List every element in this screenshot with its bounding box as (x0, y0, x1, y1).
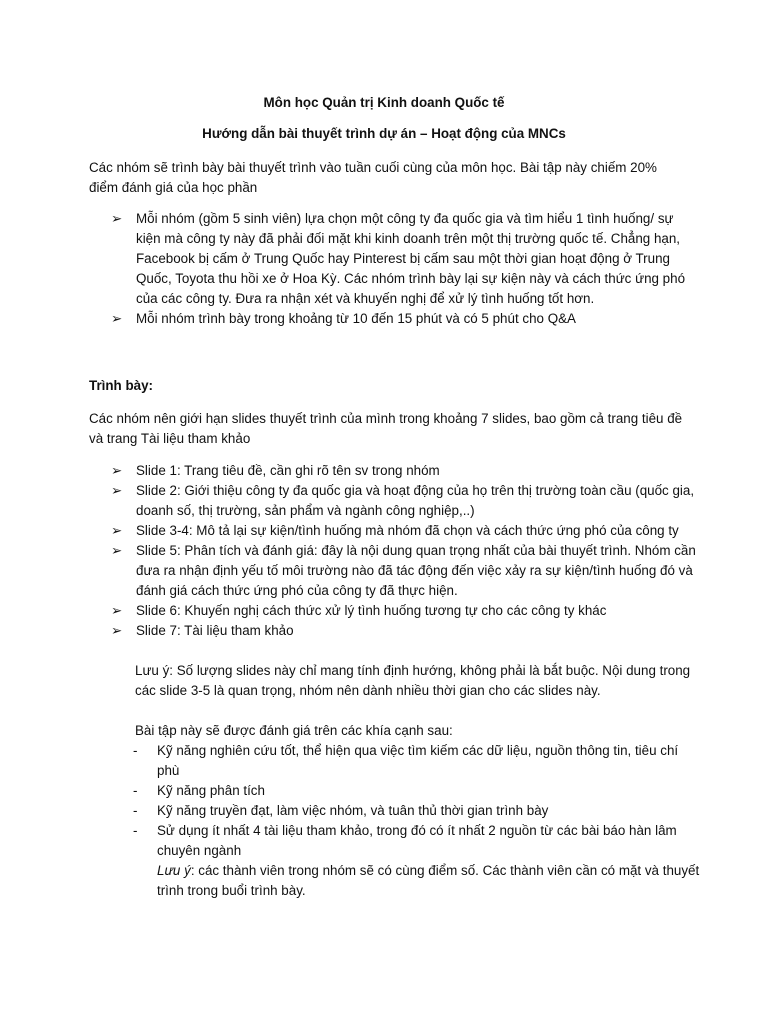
slides-list (89, 461, 699, 641)
list-item (89, 621, 699, 641)
note-block (135, 661, 705, 701)
criteria-intro: Bài tập này sẽ được đánh giá trên các khía cạnh sau: (135, 723, 453, 738)
list-item-text: Slide 6: Khuyến nghị cách thức xử lý tình huống tương tự cho các công ty khác (136, 603, 607, 618)
note-text: : các thành viên trong nhóm sẽ có cùng điểm số. Các thành viên cần có mặt và thuyết trình trong buổi trình bày. (157, 863, 700, 898)
arrow-bullet-icon: ➢ (111, 463, 123, 478)
list-item-text: Slide 1: Trang tiêu đề, cần ghi rõ tên sv trong nhóm (136, 463, 440, 478)
list-item-text: Kỹ năng nghiên cứu tốt, thể hiện qua việc tìm kiếm các dữ liệu, nguồn thông tin, tiêu chí phù (157, 743, 679, 778)
list-item (89, 309, 699, 329)
list-item (133, 801, 703, 821)
list-item (89, 601, 699, 621)
arrow-bullet-icon: ➢ (111, 211, 123, 226)
document-subtitle: Hướng dẫn bài thuyết trình dự án – Hoạt động của MNCs (202, 126, 566, 141)
list-item (133, 741, 703, 781)
arrow-bullet-icon: ➢ (111, 603, 123, 618)
intro-block (89, 158, 689, 198)
dash-bullet-icon: - (133, 803, 138, 818)
list-item-text: Sử dụng ít nhất 4 tài liệu tham khảo, trong đó có ít nhất 2 nguồn từ các bài báo hàn lâm chuyên ngành (157, 823, 677, 858)
section-heading: Trình bày: (89, 378, 153, 393)
dash-bullet-icon: - (133, 783, 138, 798)
list-item (89, 541, 699, 601)
slides-intro-block (89, 409, 689, 449)
dash-bullet-icon: - (133, 743, 138, 758)
list-item-text: Mỗi nhóm (gồm 5 sinh viên) lựa chọn một công ty đa quốc gia và tìm hiểu 1 tình huống/ sự kiện mà công ty này đã phải đối mặt khi kinh doanh trên một thị trường quốc tế. Chẳng hạn, Facebook bị cấm ở Trung Quốc hay Pinterest bị cấm sau một thời gian hoạt động ở Trung Quốc, Toyota thu hồi xe ở Hoa Kỳ. Các nhóm trình bày lại sự kiện này và cách thức ứng phó của các công ty. Đưa ra nhận xét và khuyến nghị để xử lý tình huống tốt hơn. (136, 211, 686, 306)
arrow-bullet-icon: ➢ (111, 543, 123, 558)
document-title: Môn học Quản trị Kinh doanh Quốc tế (263, 95, 505, 110)
arrow-bullet-icon: ➢ (111, 523, 123, 538)
note-paragraph: Lưu ý: Số lượng slides này chỉ mang tính định hướng, không phải là bắt buộc. Nội dung trong các slide 3-5 là quan trọng, nhóm nên dành nhiều thời gian cho các slides này. (135, 663, 691, 698)
note-label: Lưu ý (157, 863, 191, 878)
criteria-list (133, 741, 703, 901)
assignment-bullets (89, 209, 699, 329)
slides-intro-paragraph: Các nhóm nên giới hạn slides thuyết trình của mình trong khoảng 7 slides, bao gồm cả trang tiêu đề và trang Tài liệu tham khảo (89, 411, 683, 446)
list-item-text: Slide 2: Giới thiệu công ty đa quốc gia và hoạt động của họ trên thị trường toàn cầu (quốc gia, doanh số, thị trường, sản phẩm và ngành công nghiệp,..) (136, 483, 695, 518)
list-item (133, 821, 703, 901)
intro-paragraph: Các nhóm sẽ trình bày bài thuyết trình vào tuần cuối cùng của môn học. Bài tập này chiếm 20% điểm đánh giá của học phần (89, 160, 657, 195)
arrow-bullet-icon: ➢ (111, 311, 123, 326)
list-item (89, 521, 699, 541)
arrow-bullet-icon: ➢ (111, 623, 123, 638)
list-item (89, 461, 699, 481)
list-item-text: Kỹ năng phân tích (157, 783, 265, 798)
list-item-text: Slide 7: Tài liệu tham khảo (136, 623, 294, 638)
list-item-text: Mỗi nhóm trình bày trong khoảng từ 10 đến 15 phút và có 5 phút cho Q&A (136, 311, 576, 326)
list-item-text: Slide 5: Phân tích và đánh giá: đây là nội dung quan trọng nhất của bài thuyết trình. Nhóm cần đưa ra nhận định yếu tố môi trường nào đã tác động đến việc xảy ra sự kiện/tình huống đó và đánh giá cách thức ứng phó của công ty đã thực hiện. (136, 543, 696, 598)
arrow-bullet-icon: ➢ (111, 483, 123, 498)
dash-bullet-icon: - (133, 823, 138, 838)
list-item-text: Kỹ năng truyền đạt, làm việc nhóm, và tuân thủ thời gian trình bày (157, 803, 549, 818)
list-item-text: Slide 3-4: Mô tả lại sự kiện/tình huống mà nhóm đã chọn và cách thức ứng phó của công ty (136, 523, 679, 538)
list-item (133, 781, 703, 801)
list-item (89, 209, 699, 309)
list-item (89, 481, 699, 521)
